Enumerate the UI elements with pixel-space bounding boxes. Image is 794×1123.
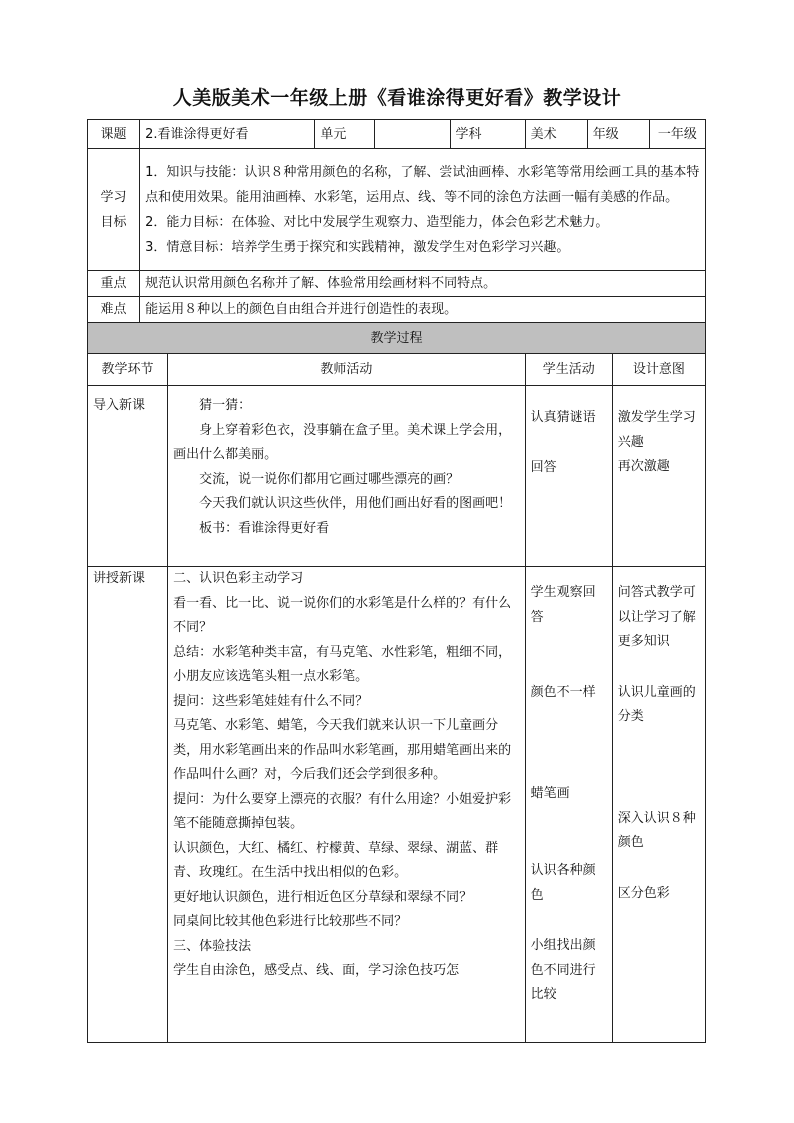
difficulty-label: 难点 [88,297,140,323]
key-point-row [88,271,706,297]
lesson-plan-table [87,119,706,1043]
text-line: 激发学生学习兴趣 [617,410,696,450]
col-teacher: 教师活动 [168,354,526,386]
lecture-intent [612,567,705,1043]
intro-intent [612,386,705,567]
text-line: 认识儿童画的分类 [617,684,696,724]
lecture-teacher [168,567,526,1043]
text-line: 猜一猜： [199,398,252,413]
lecture-row [88,567,706,1043]
text-line: 交流，说一说你们都用它画过哪些漂亮的画？ [199,471,460,487]
text-line: 蜡笔画 [530,785,570,801]
subject-label: 学科 [450,120,525,149]
text-line: 再次激趣 [617,459,670,474]
text-line: 认识颜色，大红、橘红、柠檬黄、草绿、翠绿、湖蓝、群青、玫瑰红。在生活中找出相似的色彩。 [173,840,499,880]
text-line: 颜色不一样 [530,685,596,700]
text-line: 深入认识８种颜色 [617,810,696,850]
key-point-label: 重点 [88,271,140,297]
goals-label: 学习 目标 [88,149,140,271]
column-header-row [88,354,706,386]
topic-label: 课题 [88,120,140,149]
text-line: 看一看、比一比、说一说你们的水彩笔是什么样的？有什么不同？ [173,595,512,635]
text-line: 学生自由涂色，感受点、线、面，学习涂色技巧怎 [173,963,460,978]
text-line: 提问：这些彩笔娃娃有什么不同？ [173,693,369,709]
text-line: 身上穿着彩色衣，没事躺在盒子里。美术课上学会用，画出什么都美丽。 [173,422,512,462]
text-line: 马克笔、水彩笔、蜡笔，今天我们就来认识一下儿童画分类，用水彩笔画出来的作品叫水彩笔画，那用蜡笔画出来的作品叫什么画？对，今后我们还会学到很多种。 [173,718,512,782]
text-line: 提问：为什么要穿上漂亮的衣服？有什么用途？小姐爱护彩笔不能随意撕掉包装。 [173,791,512,831]
text-line: 二、认识色彩主动学习 [173,571,304,586]
intro-teacher [168,386,526,567]
grade-value: 一年级 [649,120,705,149]
goal-knowledge: 1．知识与技能：认识８种常用颜色的名称，了解、尝试油画棒、水彩笔等常用绘画工具的基本特点和使用效果。能用油画棒、水彩笔，运用点、线、等不同的涂色方法画一幅有美感的作品。 [145,164,700,205]
text-line: 更好地认识颜色，进行相近色区分草绿和翠绿不同？ [173,889,473,905]
grade-label: 年级 [587,120,649,149]
text-line: 同桌间比较其他色彩进行比较那些不同？ [173,914,408,929]
process-header: 教学过程 [88,323,706,354]
goal-emotion: 3．情意目标：培养学生勇于探究和实践精神，激发学生对色彩学习兴趣。 [145,239,570,255]
text-line: 今天我们就认识这些伙伴，用他们画出好看的图画吧！ [199,496,512,511]
unit-label: 单元 [315,120,375,149]
col-student: 学生活动 [525,354,612,386]
unit-value [375,120,450,149]
text-line: 学生观察回答 [530,585,596,625]
intro-student [525,386,612,567]
info-row [88,120,706,149]
intro-stage: 导入新课 [88,386,168,567]
process-header-row [88,323,706,354]
text-line: 三、体验技法 [173,938,252,954]
difficulty-text: 能运用８种以上的颜色自由组合并进行创造性的表现。 [140,297,706,323]
text-line: 认识各种颜色 [530,863,596,903]
intro-row [88,386,706,567]
key-point-text: 规范认识常用颜色名称并了解、体验常用绘画材料不同特点。 [140,271,706,297]
goals-content [140,149,706,271]
col-intent: 设计意图 [612,354,705,386]
lecture-stage: 讲授新课 [88,567,168,1043]
text-line: 区分色彩 [617,885,670,901]
text-line: 问答式教学可以让学习了解更多知识 [617,585,696,649]
subject-value: 美术 [525,120,587,149]
difficulty-row [88,297,706,323]
text-line: 认真猜谜语 [530,410,596,425]
page-title: 人美版美术一年级上册《看谁涂得更好看》教学设计 [172,87,622,109]
lecture-student [525,567,612,1043]
goals-row [88,149,706,271]
text-line: 回答 [530,459,557,475]
text-line: 小组找出颜色不同进行比较 [530,938,596,1002]
text-line: 总结：水彩笔种类丰富，有马克笔、水性彩笔，粗细不同，小朋友应该选笔头粗一点水彩笔。 [173,644,512,684]
col-stage: 教学环节 [88,354,168,386]
text-line: 板书：看谁涂得更好看 [199,520,330,536]
topic-value: 2.看谁涂得更好看 [140,120,315,149]
goal-ability: 2．能力目标：在体验、对比中发展学生观察力、造型能力，体会色彩艺术魅力。 [145,214,609,230]
